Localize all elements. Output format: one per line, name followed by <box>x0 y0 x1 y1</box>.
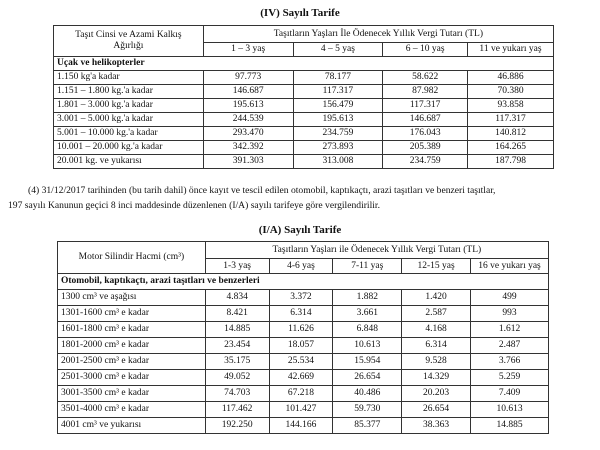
table-iv-age-header: 6 – 10 yaş <box>383 43 468 57</box>
cell-value: 6.848 <box>333 322 402 338</box>
table-iv-header-group: Taşıtların Yaşları İle Ödenecek Yıllık Vergi Tutarı (TL) <box>203 26 553 43</box>
cell-value: 49.052 <box>205 370 269 386</box>
cell-value: 38.363 <box>402 418 471 434</box>
row-label: 3.001 – 5.000 kg.'a kadar <box>54 113 204 127</box>
paragraph-4 <box>8 183 592 213</box>
cell-value: 2.487 <box>471 338 549 354</box>
cell-value: 11.626 <box>269 322 333 338</box>
table-row <box>58 306 549 322</box>
cell-value: 1.612 <box>471 322 549 338</box>
table-iv-header-col1-line1: Taşıt Cinsi ve Azami Kalkış <box>75 30 182 41</box>
row-label: 1601-1800 cm³ e kadar <box>58 322 206 338</box>
row-label: 2501-3000 cm³ e kadar <box>58 370 206 386</box>
cell-value: 59.730 <box>333 402 402 418</box>
cell-value: 156.479 <box>293 99 383 113</box>
cell-value: 7.409 <box>471 386 549 402</box>
cell-value: 14.885 <box>205 322 269 338</box>
row-label: 1.801 – 3.000 kg.'a kadar <box>54 99 204 113</box>
cell-value: 176.043 <box>383 127 468 141</box>
row-label: 10.001 – 20.000 kg.'a kadar <box>54 141 204 155</box>
table-row <box>58 354 549 370</box>
table-row <box>54 85 554 99</box>
row-label: 1801-2000 cm³ e kadar <box>58 338 206 354</box>
cell-value: 1.420 <box>402 290 471 306</box>
cell-value: 1.882 <box>333 290 402 306</box>
row-label: 3001-3500 cm³ e kadar <box>58 386 206 402</box>
row-label: 4001 cm³ ve yukarısı <box>58 418 206 434</box>
cell-value: 6.314 <box>402 338 471 354</box>
table-row <box>54 71 554 85</box>
cell-value: 87.982 <box>383 85 468 99</box>
cell-value: 15.954 <box>333 354 402 370</box>
table-ia-age-header: 1-3 yaş <box>205 259 269 274</box>
cell-value: 42.669 <box>269 370 333 386</box>
table-ia-age-header: 16 ve yukarı yaş <box>471 259 549 274</box>
cell-value: 74.703 <box>205 386 269 402</box>
table-row <box>58 370 549 386</box>
row-label: 3501-4000 cm³ e kadar <box>58 402 206 418</box>
cell-value: 25.534 <box>269 354 333 370</box>
table-ia-group-label: Otomobil, kaptıkaçtı, arazi taşıtları ve benzerleri <box>58 274 549 290</box>
cell-value: 499 <box>471 290 549 306</box>
cell-value: 93.858 <box>468 99 554 113</box>
table-ia-header-col1: Motor Silindir Hacmi (cm³) <box>58 242 206 274</box>
cell-value: 20.203 <box>402 386 471 402</box>
row-label: 1.150 kg'a kadar <box>54 71 204 85</box>
cell-value: 10.613 <box>471 402 549 418</box>
cell-value: 144.166 <box>269 418 333 434</box>
cell-value: 391.303 <box>203 155 293 169</box>
cell-value: 26.654 <box>402 402 471 418</box>
cell-value: 117.462 <box>205 402 269 418</box>
row-label: 1300 cm³ ve aşağısı <box>58 290 206 306</box>
cell-value: 117.317 <box>293 85 383 99</box>
row-label: 1301-1600 cm³ e kadar <box>58 306 206 322</box>
cell-value: 18.057 <box>269 338 333 354</box>
row-label: 20.001 kg. ve yukarısı <box>54 155 204 169</box>
cell-value: 3.661 <box>333 306 402 322</box>
cell-value: 244.539 <box>203 113 293 127</box>
table-iv-age-header: 1 – 3 yaş <box>203 43 293 57</box>
table-row <box>58 402 549 418</box>
cell-value: 97.773 <box>203 71 293 85</box>
table-row <box>58 290 549 306</box>
cell-value: 164.265 <box>468 141 554 155</box>
cell-value: 9.528 <box>402 354 471 370</box>
cell-value: 101.427 <box>269 402 333 418</box>
cell-value: 4.834 <box>205 290 269 306</box>
cell-value: 140.812 <box>468 127 554 141</box>
table-iv-title: (IV) Sayılı Tarife <box>260 7 340 19</box>
cell-value: 205.389 <box>383 141 468 155</box>
cell-value: 5.259 <box>471 370 549 386</box>
cell-value: 146.687 <box>203 85 293 99</box>
cell-value: 78.177 <box>293 71 383 85</box>
table-ia-header-group: Taşıtların Yaşları ile Ödenecek Yıllık Vergi Tutarı (TL) <box>205 242 548 259</box>
table-iv <box>53 25 554 169</box>
cell-value: 58.622 <box>383 71 468 85</box>
cell-value: 40.486 <box>333 386 402 402</box>
table-ia-age-header: 12-15 yaş <box>402 259 471 274</box>
cell-value: 6.314 <box>269 306 333 322</box>
cell-value: 313.008 <box>293 155 383 169</box>
cell-value: 273.893 <box>293 141 383 155</box>
table-iv-header-col1 <box>54 26 204 57</box>
cell-value: 2.587 <box>402 306 471 322</box>
table-row <box>58 322 549 338</box>
cell-value: 342.392 <box>203 141 293 155</box>
table-row <box>54 141 554 155</box>
table-ia-title: (I/A) Sayılı Tarife <box>258 224 342 236</box>
cell-value: 234.759 <box>293 127 383 141</box>
paragraph-line-2: 197 sayılı Kanunun geçici 8 inci maddesinde düzenlenen (I/A) sayılı tarifeye göre vergilendirilir. <box>8 200 380 211</box>
cell-value: 3.372 <box>269 290 333 306</box>
row-label: 5.001 – 10.000 kg.'a kadar <box>54 127 204 141</box>
cell-value: 10.613 <box>333 338 402 354</box>
cell-value: 192.250 <box>205 418 269 434</box>
table-iv-age-header: 11 ve yukarı yaş <box>468 43 554 57</box>
row-label: 2001-2500 cm³ e kadar <box>58 354 206 370</box>
cell-value: 993 <box>471 306 549 322</box>
table-iv-header-col1-line2: Ağırlığı <box>113 41 144 51</box>
cell-value: 146.687 <box>383 113 468 127</box>
table-ia-age-header: 7-11 yaş <box>333 259 402 274</box>
cell-value: 4.168 <box>402 322 471 338</box>
table-row <box>54 155 554 169</box>
cell-value: 8.421 <box>205 306 269 322</box>
table-row <box>58 386 549 402</box>
cell-value: 14.329 <box>402 370 471 386</box>
table-row <box>58 338 549 354</box>
cell-value: 195.613 <box>203 99 293 113</box>
table-iv-age-header: 4 – 5 yaş <box>293 43 383 57</box>
table-ia <box>57 241 549 434</box>
table-row <box>54 127 554 141</box>
cell-value: 67.218 <box>269 386 333 402</box>
table-iv-group-label: Uçak ve helikopterler <box>54 57 554 71</box>
cell-value: 234.759 <box>383 155 468 169</box>
cell-value: 117.317 <box>383 99 468 113</box>
table-ia-age-header: 4-6 yaş <box>269 259 333 274</box>
cell-value: 195.613 <box>293 113 383 127</box>
cell-value: 3.766 <box>471 354 549 370</box>
table-row <box>54 99 554 113</box>
cell-value: 14.885 <box>471 418 549 434</box>
cell-value: 46.886 <box>468 71 554 85</box>
cell-value: 23.454 <box>205 338 269 354</box>
paragraph-line-1: (4) 31/12/2017 tarihinden (bu tarih dahil) önce kayıt ve tescil edilen otomobil, kaptıkaçtı, arazi taşıtları ve benzeri taşıtlar, <box>28 185 496 196</box>
cell-value: 26.654 <box>333 370 402 386</box>
cell-value: 293.470 <box>203 127 293 141</box>
cell-value: 85.377 <box>333 418 402 434</box>
cell-value: 35.175 <box>205 354 269 370</box>
cell-value: 117.317 <box>468 113 554 127</box>
table-row <box>58 418 549 434</box>
cell-value: 70.380 <box>468 85 554 99</box>
cell-value: 187.798 <box>468 155 554 169</box>
table-row <box>54 113 554 127</box>
row-label: 1.151 – 1.800 kg.'a kadar <box>54 85 204 99</box>
